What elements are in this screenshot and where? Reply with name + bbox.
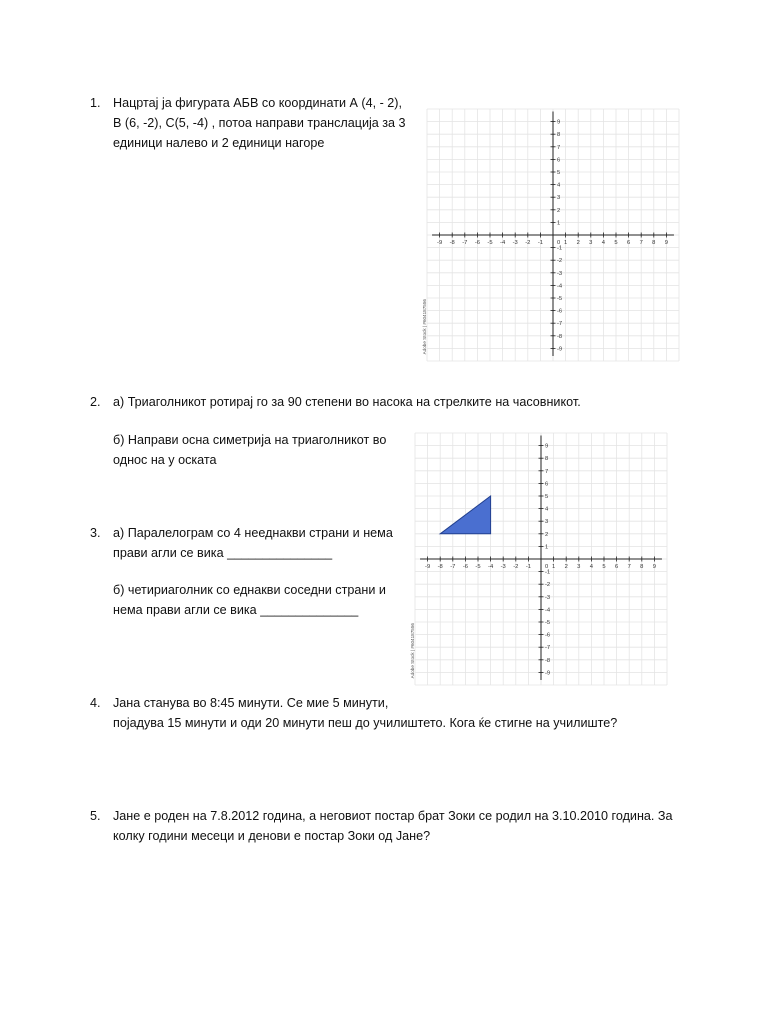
x-tick-label: 4 [601,240,606,246]
task-4-line-1: Јана станува во 8:45 минути. Се мие 5 минути, [113,696,389,710]
y-tick-label: 7 [557,144,561,151]
y-tick-label: -5 [557,296,563,302]
y-tick-label: -4 [557,283,563,290]
y-tick-label: -9 [557,346,563,353]
x-tick-label: -2 [525,240,531,246]
y-tick-label: 3 [557,195,561,202]
y-tick-label: -9 [545,670,551,677]
x-tick-label: -3 [512,240,518,246]
y-tick-label: -4 [545,607,551,614]
y-tick-label: 6 [557,157,561,164]
y-tick-label: 9 [545,443,549,450]
x-tick-label: -6 [474,240,480,246]
y-tick-label: 8 [557,132,561,139]
y-tick-label: -2 [545,582,551,589]
y-tick-label: 2 [545,531,549,538]
coordinate-grid-1 [418,92,690,370]
x-tick-label: 1 [551,564,556,570]
origin-label: 0 [545,564,549,570]
task-4-number: 4. [90,696,101,710]
y-tick-label: -7 [545,645,551,652]
y-tick-label: 2 [557,207,561,214]
x-tick-label: 1 [563,240,568,246]
x-tick-label: -4 [500,240,506,246]
x-tick-label: 6 [626,240,631,246]
x-tick-label: -5 [475,564,481,570]
x-tick-label: 4 [589,564,594,570]
y-tick-label: -1 [557,245,563,252]
task-3-part-b-line-2: нема прави агли се вика ______________ [113,603,359,617]
y-tick-label: 5 [557,170,561,176]
y-tick-label: -8 [557,333,563,340]
task-3-part-a-line-2: прави агли се вика _______________ [113,546,333,560]
x-tick-label: -7 [462,240,468,246]
task-3-number: 3. [90,526,101,540]
x-tick-label: 2 [576,240,580,246]
x-tick-label: 7 [639,240,643,246]
x-tick-label: -6 [462,564,468,570]
x-tick-label: -1 [525,564,531,570]
task-5-line-1: Јане е роден на 7.8.2012 година, а неговиот постар брат Зоки се родил на 3.10.2010 година. За [113,809,673,823]
y-tick-label: -3 [557,270,563,277]
y-tick-label: 1 [545,544,549,551]
x-tick-label: 9 [664,240,669,246]
task-1-line-1: Нацртај ја фигурата АБВ со координати А (4, - 2), [113,96,403,110]
x-tick-label: -7 [450,564,456,570]
coordinate-grid-2 [406,416,678,694]
y-tick-label: 4 [545,506,549,513]
task-5-number: 5. [90,809,101,823]
y-tick-label: 3 [545,519,549,526]
x-tick-label: 5 [614,240,618,246]
task-2-part-a: а) Триаголникот ротирај го за 90 степени во насока на стрелките на часовникот. [113,395,581,409]
task-1-number: 1. [90,96,101,110]
x-tick-label: -8 [437,564,443,570]
task-4-line-2: појадува 15 минути и оди 20 минути пеш до училиштето. Кога ќе стигне на училиште? [113,716,618,730]
x-tick-label: -2 [513,564,519,570]
x-tick-label: -3 [500,564,506,570]
x-tick-label: 9 [652,564,657,570]
y-tick-label: -6 [557,308,563,315]
y-tick-label: 9 [557,119,561,126]
x-tick-label: -4 [488,564,494,570]
watermark-text: Adobe Stock | #604187556 [422,299,427,355]
task-5-line-2: колку години месеци и денови е постар Зоки од Јане? [113,829,431,843]
x-tick-label: 2 [564,564,568,570]
watermark-text: Adobe Stock | #604187556 [410,623,415,679]
x-tick-label: 5 [602,564,606,570]
x-tick-label: 3 [577,564,581,570]
x-tick-label: 6 [614,564,619,570]
task-3-part-a-line-1: а) Паралелограм со 4 нееднакви страни и нема [113,526,393,540]
y-tick-label: 7 [545,468,549,475]
y-tick-label: -1 [545,569,551,576]
y-tick-label: 6 [545,481,549,488]
task-1-line-3: единици налево и 2 единици нагоре [113,136,325,150]
y-tick-label: -3 [545,594,551,601]
x-tick-label: 3 [589,240,593,246]
y-tick-label: -8 [545,657,551,664]
x-tick-label: -5 [487,240,493,246]
y-tick-label: 1 [557,220,561,227]
y-tick-label: -7 [557,321,563,328]
y-tick-label: 4 [557,182,561,189]
x-tick-label: 7 [627,564,631,570]
task-2-part-b-line-1: б) Направи осна симетрија на триаголникот во [113,433,387,447]
y-tick-label: 5 [545,494,549,500]
x-tick-label: 8 [640,564,644,570]
y-tick-label: -6 [545,632,551,639]
x-tick-label: 8 [652,240,656,246]
x-tick-label: -8 [449,240,455,246]
origin-label: 0 [557,240,561,246]
y-tick-label: 8 [545,456,549,463]
task-2-part-b-line-2: однос на y оската [113,453,217,467]
y-tick-label: -5 [545,620,551,626]
x-tick-label: -9 [437,240,443,246]
x-tick-label: -1 [537,240,543,246]
y-tick-label: -2 [557,258,563,265]
x-tick-label: -9 [425,564,431,570]
task-3-part-b-line-1: б) четириаголник со еднакви соседни страни и [113,583,386,597]
task-2-number: 2. [90,395,101,409]
task-1-line-2: В (6, -2), С(5, -4) , потоа направи транслација за 3 [113,116,406,130]
